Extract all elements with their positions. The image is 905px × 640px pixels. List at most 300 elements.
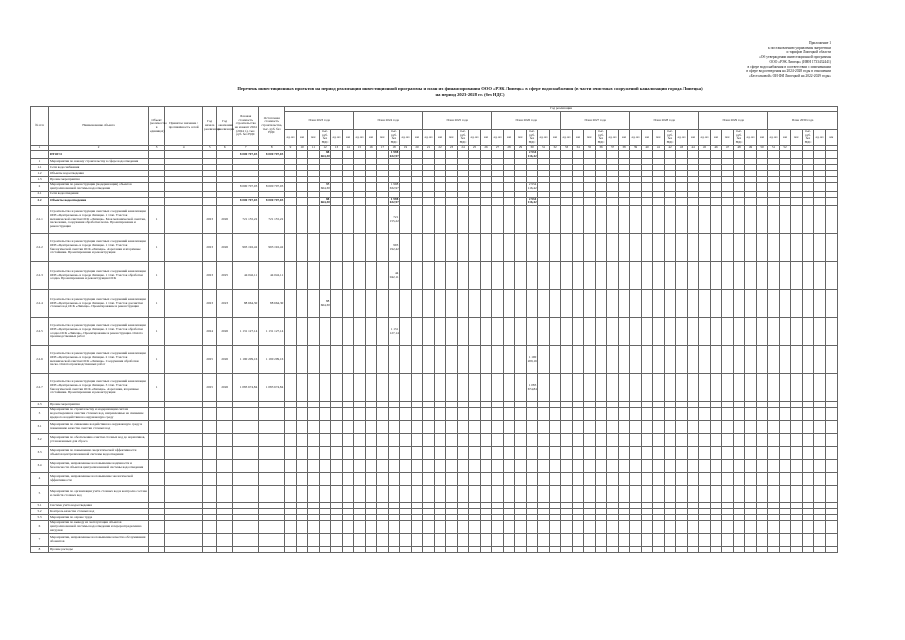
row-year-value	[446, 521, 458, 534]
row-year-value	[492, 408, 504, 421]
column-number: 21	[423, 145, 435, 150]
row-quantity: 1	[149, 206, 165, 234]
row-year-value	[641, 521, 653, 534]
row-year-value	[664, 318, 676, 346]
row-quantity	[149, 486, 165, 503]
row-year-value	[561, 486, 573, 503]
row-length	[165, 234, 203, 262]
row-year-value	[561, 521, 573, 534]
row-year-value	[331, 547, 343, 553]
header-year: План 2029 года	[699, 112, 768, 130]
row-year-value	[515, 434, 527, 447]
row-number: 3.3	[31, 447, 49, 460]
row-year-value	[434, 521, 446, 534]
header-subcell: км	[480, 130, 492, 146]
row-year-value: 2 934 116,42	[527, 182, 537, 190]
column-number: 13	[331, 145, 343, 150]
row-year-value	[308, 447, 320, 460]
row-year-value	[814, 234, 826, 262]
row-year-value	[538, 434, 550, 447]
row-residual-cost	[259, 408, 285, 421]
row-year-value	[342, 290, 354, 318]
row-year-value	[331, 473, 343, 486]
row-year-value	[319, 262, 331, 290]
row-year-value	[342, 434, 354, 447]
row-year-value	[423, 547, 435, 553]
row-year-value	[756, 547, 768, 553]
row-year-value	[745, 318, 757, 346]
column-number: 43	[676, 145, 688, 150]
row-year-value	[469, 318, 481, 346]
row-year-value	[549, 150, 561, 158]
row-quantity: 1	[149, 318, 165, 346]
row-year-value	[342, 408, 354, 421]
row-year-value	[549, 234, 561, 262]
row-year-value	[377, 447, 389, 460]
row-year-value	[814, 374, 826, 402]
row-year-value	[676, 486, 688, 503]
row-year-value	[676, 234, 688, 262]
row-year-value	[687, 183, 699, 191]
row-year-value	[503, 318, 515, 346]
row-year-value	[733, 408, 745, 421]
row-year-value	[607, 447, 619, 460]
row-year-value	[457, 547, 469, 553]
row-residual-cost: 8 000 707,03	[259, 150, 285, 158]
header-subcell: км	[641, 130, 653, 146]
row-year-value	[411, 547, 423, 553]
row-year-value	[549, 346, 561, 374]
row-year-value	[664, 150, 676, 158]
row-year-value	[296, 408, 308, 421]
row-year-value	[595, 262, 607, 290]
row-year-value	[618, 447, 630, 460]
row-year-value	[285, 150, 297, 158]
row-year-value	[342, 447, 354, 460]
row-year-value	[480, 262, 492, 290]
row-year-value	[411, 473, 423, 486]
row-name: Мероприятия, направленные на повышение качества обслуживания абонентов	[49, 534, 149, 547]
row-year-value	[526, 318, 538, 346]
row-year-value	[745, 262, 757, 290]
row-year-value	[354, 374, 366, 402]
row-year-value	[791, 534, 803, 547]
row-year-value	[331, 486, 343, 503]
row-year-value	[308, 421, 320, 434]
header-subcell: тыс. руб. без НДС	[733, 130, 745, 146]
approval-line: к постановлению управления энергетики	[767, 45, 831, 50]
row-year-value	[411, 434, 423, 447]
row-year-value	[768, 346, 780, 374]
row-year-value	[400, 150, 412, 158]
row-number: 5.3	[31, 515, 49, 521]
row-year-value	[791, 318, 803, 346]
row-year-value	[595, 534, 607, 547]
row-year-value	[687, 346, 699, 374]
row-year-value	[814, 447, 826, 460]
column-number: 32	[549, 145, 561, 150]
approval-line: и тарифов Липецкой области	[786, 50, 831, 55]
row-year-value	[296, 150, 308, 158]
row-year-value	[768, 183, 780, 191]
row-quantity	[149, 473, 165, 486]
row-year-value	[480, 434, 492, 447]
table-row	[31, 547, 838, 553]
row-year-value	[676, 183, 688, 191]
row-residual-cost: 1 083 674,84	[259, 374, 285, 402]
row-year-value	[664, 486, 676, 503]
header-subcell: ед. из	[768, 130, 780, 146]
column-number: 22	[434, 145, 446, 150]
row-name: Строительство и реконструкция очистных сооружений канализации ОИЗ «Центральная» в городе Липецке. 2 этап. Участок обработки осадка ОСК «Липецк». Проектирование и реконструкция. Оплата производственных работ	[49, 318, 149, 346]
row-year-value	[779, 318, 791, 346]
row-year-value	[285, 534, 297, 547]
row-name: Мероприятия по реконструкции (модернизации) объектов централизованной системы водоотведения	[49, 183, 149, 191]
row-year-value	[584, 534, 596, 547]
row-length	[165, 206, 203, 234]
row-year-value	[607, 234, 619, 262]
row-year-value	[584, 318, 596, 346]
row-year-value	[722, 290, 734, 318]
row-year-value	[814, 262, 826, 290]
row-year-value	[699, 234, 711, 262]
row-year-value	[745, 374, 757, 402]
row-year-value	[469, 150, 481, 158]
header-name: Наименование объекта	[49, 107, 149, 146]
row-end-year: 2023	[217, 290, 233, 318]
row-year-value	[423, 197, 435, 205]
row-year-value	[768, 206, 780, 234]
row-year-value	[791, 374, 803, 402]
row-year-value	[572, 421, 584, 434]
row-year-value	[400, 290, 412, 318]
row-year-value	[296, 434, 308, 447]
row-year-value	[745, 421, 757, 434]
row-name: Строительство и реконструкция очистных сооружений канализации ОИЗ «Центральная» в городе Липецке. 1 этап. Участок доочистки сточных вод ОСК «Липецк». Проектирование и реконструкция	[49, 290, 149, 318]
row-year-value	[377, 234, 389, 262]
row-year-value	[676, 262, 688, 290]
header-subcell: пог.	[377, 130, 389, 146]
row-year-value	[342, 234, 354, 262]
row-year-value: 88 664,30	[320, 182, 330, 190]
row-year-value	[377, 150, 389, 158]
row-year-value	[710, 460, 722, 473]
column-number: 37	[607, 145, 619, 150]
row-number: 1.1	[31, 165, 49, 171]
row-year-value	[446, 150, 458, 158]
row-year-value	[779, 521, 791, 534]
row-year-value	[676, 374, 688, 402]
row-year-value	[607, 262, 619, 290]
row-year-value	[756, 346, 768, 374]
row-year-value	[469, 534, 481, 547]
row-year-value	[561, 318, 573, 346]
row-residual-cost	[259, 547, 285, 553]
row-year-value	[377, 534, 389, 547]
row-year-value	[618, 421, 630, 434]
column-number: 19	[400, 145, 412, 150]
row-year-value	[687, 290, 699, 318]
row-year-value	[319, 421, 331, 434]
row-year-value	[641, 234, 653, 262]
row-year-value	[526, 447, 538, 460]
row-base-cost: 8 000 707,03	[233, 183, 259, 191]
row-year-value	[503, 408, 515, 421]
column-number: 52	[779, 145, 791, 150]
row-start-year	[203, 150, 217, 158]
row-name: Контроль качества сточных вод	[49, 509, 149, 515]
row-year-value	[733, 197, 745, 205]
row-year-value	[710, 547, 722, 553]
row-quantity	[149, 421, 165, 434]
row-name: Сети водоснабжения	[49, 165, 149, 171]
row-length	[165, 183, 203, 191]
row-year-value	[480, 206, 492, 234]
row-year-value	[664, 290, 676, 318]
row-year-value	[584, 183, 596, 191]
row-year-value	[618, 262, 630, 290]
row-year-value	[664, 521, 676, 534]
row-year-value	[745, 534, 757, 547]
row-year-value	[641, 183, 653, 191]
row-year-value	[664, 374, 676, 402]
row-number: 7	[31, 534, 49, 547]
header-num: № п/п	[31, 107, 49, 146]
row-year-value	[745, 408, 757, 421]
row-year-value	[676, 447, 688, 460]
table-row	[31, 262, 838, 290]
row-year-value	[756, 374, 768, 402]
row-year-value	[354, 547, 366, 553]
row-year-value	[653, 460, 665, 473]
row-year-value	[664, 534, 676, 547]
row-year-value	[607, 150, 619, 158]
row-year-value	[411, 447, 423, 460]
row-year-value: 1 190 209,16	[526, 346, 538, 374]
row-length	[165, 434, 203, 447]
row-year-value	[515, 534, 527, 547]
row-year-value	[400, 374, 412, 402]
row-year-value: 44 042,11	[388, 262, 400, 290]
row-year-value	[480, 486, 492, 503]
row-year-value	[733, 318, 745, 346]
row-year-value	[653, 374, 665, 402]
row-year-value	[503, 434, 515, 447]
row-year-value	[469, 183, 481, 191]
row-year-value	[768, 473, 780, 486]
row-year-value	[446, 183, 458, 191]
row-base-cost: 993 192,42	[233, 234, 259, 262]
row-year-value	[825, 197, 837, 205]
row-year-value	[492, 447, 504, 460]
row-year-value	[561, 262, 573, 290]
row-year-value	[515, 197, 527, 205]
row-name: Мероприятия, направленные на повышение экологической эффективности	[49, 473, 149, 486]
row-year-value	[699, 521, 711, 534]
row-end-year: 2026	[217, 318, 233, 346]
row-year-value	[457, 534, 469, 547]
row-year-value	[630, 521, 642, 534]
row-year-value	[630, 486, 642, 503]
document-title	[150, 86, 790, 98]
row-year-value	[791, 421, 803, 434]
row-year-value	[296, 318, 308, 346]
row-year-value	[538, 234, 550, 262]
row-year-value	[457, 486, 469, 503]
row-year-value	[710, 434, 722, 447]
row-year-value	[825, 473, 837, 486]
row-year-value	[768, 434, 780, 447]
row-year-value	[434, 408, 446, 421]
row-name: Строительство и реконструкция очистных сооружений канализации ОИЗ «Центральная» в городе Липецке. 3 этап. Участок биологической очистки ОСК «Липецк». Аэротенки, вторичные отстойники. Проектирование и реконструкция	[49, 374, 149, 402]
row-name: Строительство и реконструкция очистных сооружений канализации ОИЗ «Центральная» в городе Липецке. 1 этап. Участок механической очистки ОСК «Липецк». Блок механической очистки, песколовки, сооружения обработки песка. Проектирование и реконструкция	[49, 206, 149, 234]
column-number: 34	[572, 145, 584, 150]
row-year-value	[434, 374, 446, 402]
row-year-value	[722, 534, 734, 547]
row-year-value	[457, 346, 469, 374]
row-year-value	[733, 346, 745, 374]
row-year-value	[699, 290, 711, 318]
row-year-value	[791, 290, 803, 318]
row-year-value	[515, 521, 527, 534]
row-year-value	[595, 150, 607, 158]
row-year-value	[825, 290, 837, 318]
row-year-value	[319, 374, 331, 402]
row-year-value	[457, 421, 469, 434]
row-year-value	[825, 486, 837, 503]
row-year-value	[722, 206, 734, 234]
row-year-value	[676, 434, 688, 447]
row-year-value	[469, 234, 481, 262]
row-year-value	[377, 262, 389, 290]
row-year-value	[400, 262, 412, 290]
row-year-value	[331, 534, 343, 547]
row-end-year	[217, 486, 233, 503]
row-year-value	[526, 534, 538, 547]
row-year-value	[342, 318, 354, 346]
row-year-value	[331, 374, 343, 402]
row-year-value	[538, 183, 550, 191]
row-year-value	[538, 547, 550, 553]
row-year-value	[319, 486, 331, 503]
row-year-value	[365, 447, 377, 460]
row-year-value	[584, 290, 596, 318]
row-quantity: 1	[149, 234, 165, 262]
header-subcell: км	[572, 130, 584, 146]
row-year-value: 1 998 632,97	[389, 149, 399, 158]
row-year-value: 1 083 674,84	[526, 374, 538, 402]
row-year-value	[630, 408, 642, 421]
row-year-value	[664, 197, 676, 205]
row-year-value	[354, 150, 366, 158]
row-year-value	[699, 473, 711, 486]
row-year-value	[457, 150, 469, 158]
row-length	[165, 460, 203, 473]
row-number: 2.2.3	[31, 262, 49, 290]
row-year-value	[802, 421, 814, 434]
row-year-value	[411, 150, 423, 158]
row-year-value	[526, 421, 538, 434]
row-year-value	[561, 434, 573, 447]
row-year-value	[664, 473, 676, 486]
table-row	[31, 473, 838, 486]
row-year-value	[653, 206, 665, 234]
row-year-value	[411, 346, 423, 374]
row-residual-cost: 8 000 707,03	[259, 197, 285, 205]
row-year-value	[388, 534, 400, 547]
row-year-value	[342, 374, 354, 402]
row-year-value	[572, 486, 584, 503]
row-year-value	[768, 421, 780, 434]
row-year-value	[354, 473, 366, 486]
row-year-value	[607, 206, 619, 234]
header-subcell: ед. из	[331, 130, 343, 146]
row-year-value	[549, 183, 561, 191]
row-year-value	[630, 534, 642, 547]
table-row	[31, 447, 838, 460]
row-year-value	[526, 290, 538, 318]
row-year-value	[457, 408, 469, 421]
row-year-value	[733, 234, 745, 262]
row-year-value	[446, 447, 458, 460]
row-year-value	[354, 534, 366, 547]
row-length	[165, 346, 203, 374]
row-year-value	[515, 262, 527, 290]
table-row	[31, 408, 838, 421]
row-quantity	[149, 408, 165, 421]
column-number: 15	[354, 145, 366, 150]
header-year: План 2028 года	[630, 112, 699, 130]
row-year-value	[446, 234, 458, 262]
row-year-value	[630, 447, 642, 460]
row-year-value	[515, 547, 527, 553]
row-year-value	[572, 408, 584, 421]
row-year-value	[664, 447, 676, 460]
row-year-value	[561, 234, 573, 262]
row-year-value	[618, 234, 630, 262]
row-year-value	[342, 534, 354, 547]
row-year-value	[365, 486, 377, 503]
header-length: Принятое значение / протяжённость сетей	[165, 107, 203, 146]
column-number: 9	[285, 145, 297, 150]
row-year-value	[285, 434, 297, 447]
row-length	[165, 521, 203, 534]
row-year-value	[285, 197, 297, 205]
row-year-value	[779, 460, 791, 473]
row-year-value	[411, 374, 423, 402]
row-year-value	[584, 434, 596, 447]
row-year-value	[814, 346, 826, 374]
row-year-value	[503, 183, 515, 191]
row-year-value	[710, 206, 722, 234]
row-year-value	[515, 473, 527, 486]
row-year-value	[319, 206, 331, 234]
row-year-value	[584, 150, 596, 158]
row-year-value	[469, 473, 481, 486]
row-start-year	[203, 408, 217, 421]
row-year-value	[411, 486, 423, 503]
row-year-value	[722, 262, 734, 290]
row-year-value	[446, 473, 458, 486]
row-year-value	[745, 346, 757, 374]
row-year-value	[377, 197, 389, 205]
row-year-value	[756, 421, 768, 434]
row-year-value	[515, 206, 527, 234]
row-start-year: 2023	[203, 206, 217, 234]
row-year-value	[630, 346, 642, 374]
column-number: 16	[365, 145, 377, 150]
header-subcell: ед. из	[561, 130, 573, 146]
